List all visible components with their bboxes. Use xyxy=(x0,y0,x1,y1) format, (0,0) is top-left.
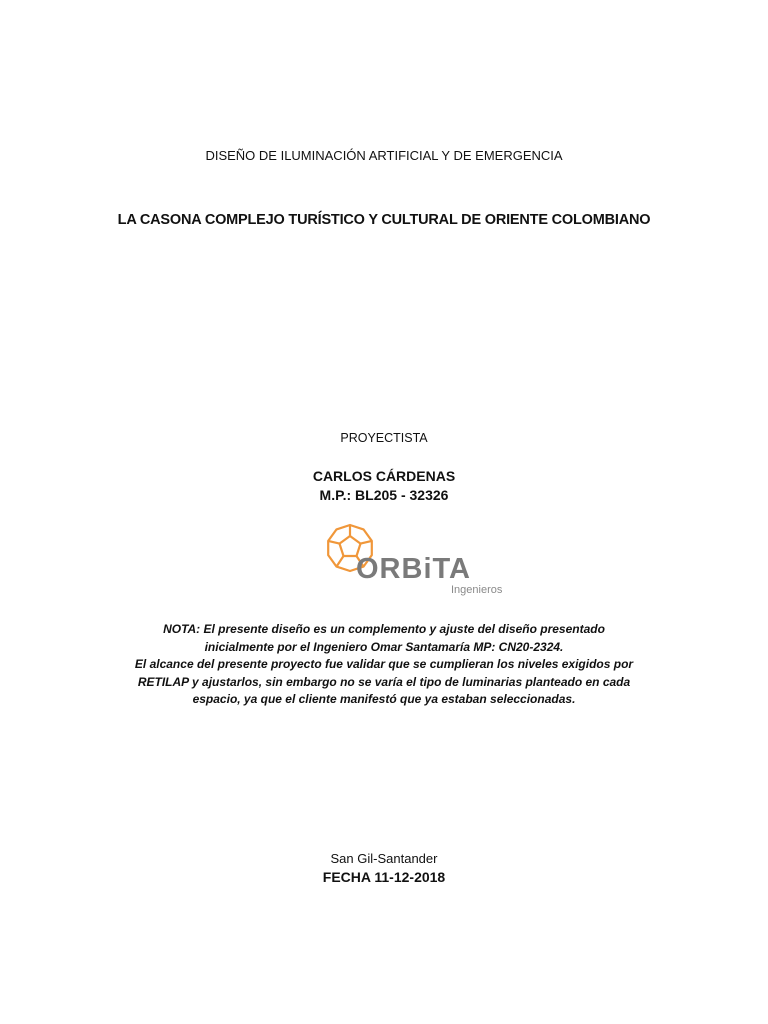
document-subtitle: DISEÑO DE ILUMINACIÓN ARTIFICIAL Y DE EMERGENCIA xyxy=(205,148,563,163)
logo-subtitle: Ingenieros xyxy=(451,584,503,596)
document-date: FECHA 11-12-2018 xyxy=(322,869,446,885)
note-paragraph-2: El alcance del presente proyecto fue validar que se cumplieran los niveles exigidos por RETILAP y ajustarlos, sin embargo no se varía el tipo de luminarias planteado en cada espacio, ya que el cliente manifestó que ya estaban seleccionadas. xyxy=(134,657,634,706)
document-place: San Gil-Santander xyxy=(330,851,438,866)
author-license: M.P.: BL205 - 32326 xyxy=(319,487,449,503)
logo-wordmark: ORBiTA xyxy=(356,553,472,585)
author-role: PROYECTISTA xyxy=(340,431,428,445)
document-title: LA CASONA COMPLEJO TURÍSTICO Y CULTURAL DE ORIENTE COLOMBIANO xyxy=(117,212,651,228)
note-paragraph-1: NOTA: El presente diseño es un complemento y ajuste del diseño presentado inicialmente por el Ingeniero Omar Santamaría MP: CN20-2324. xyxy=(163,622,605,654)
company-logo xyxy=(324,522,520,600)
project-note xyxy=(130,621,638,709)
author-name: CARLOS CÁRDENAS xyxy=(312,468,456,484)
